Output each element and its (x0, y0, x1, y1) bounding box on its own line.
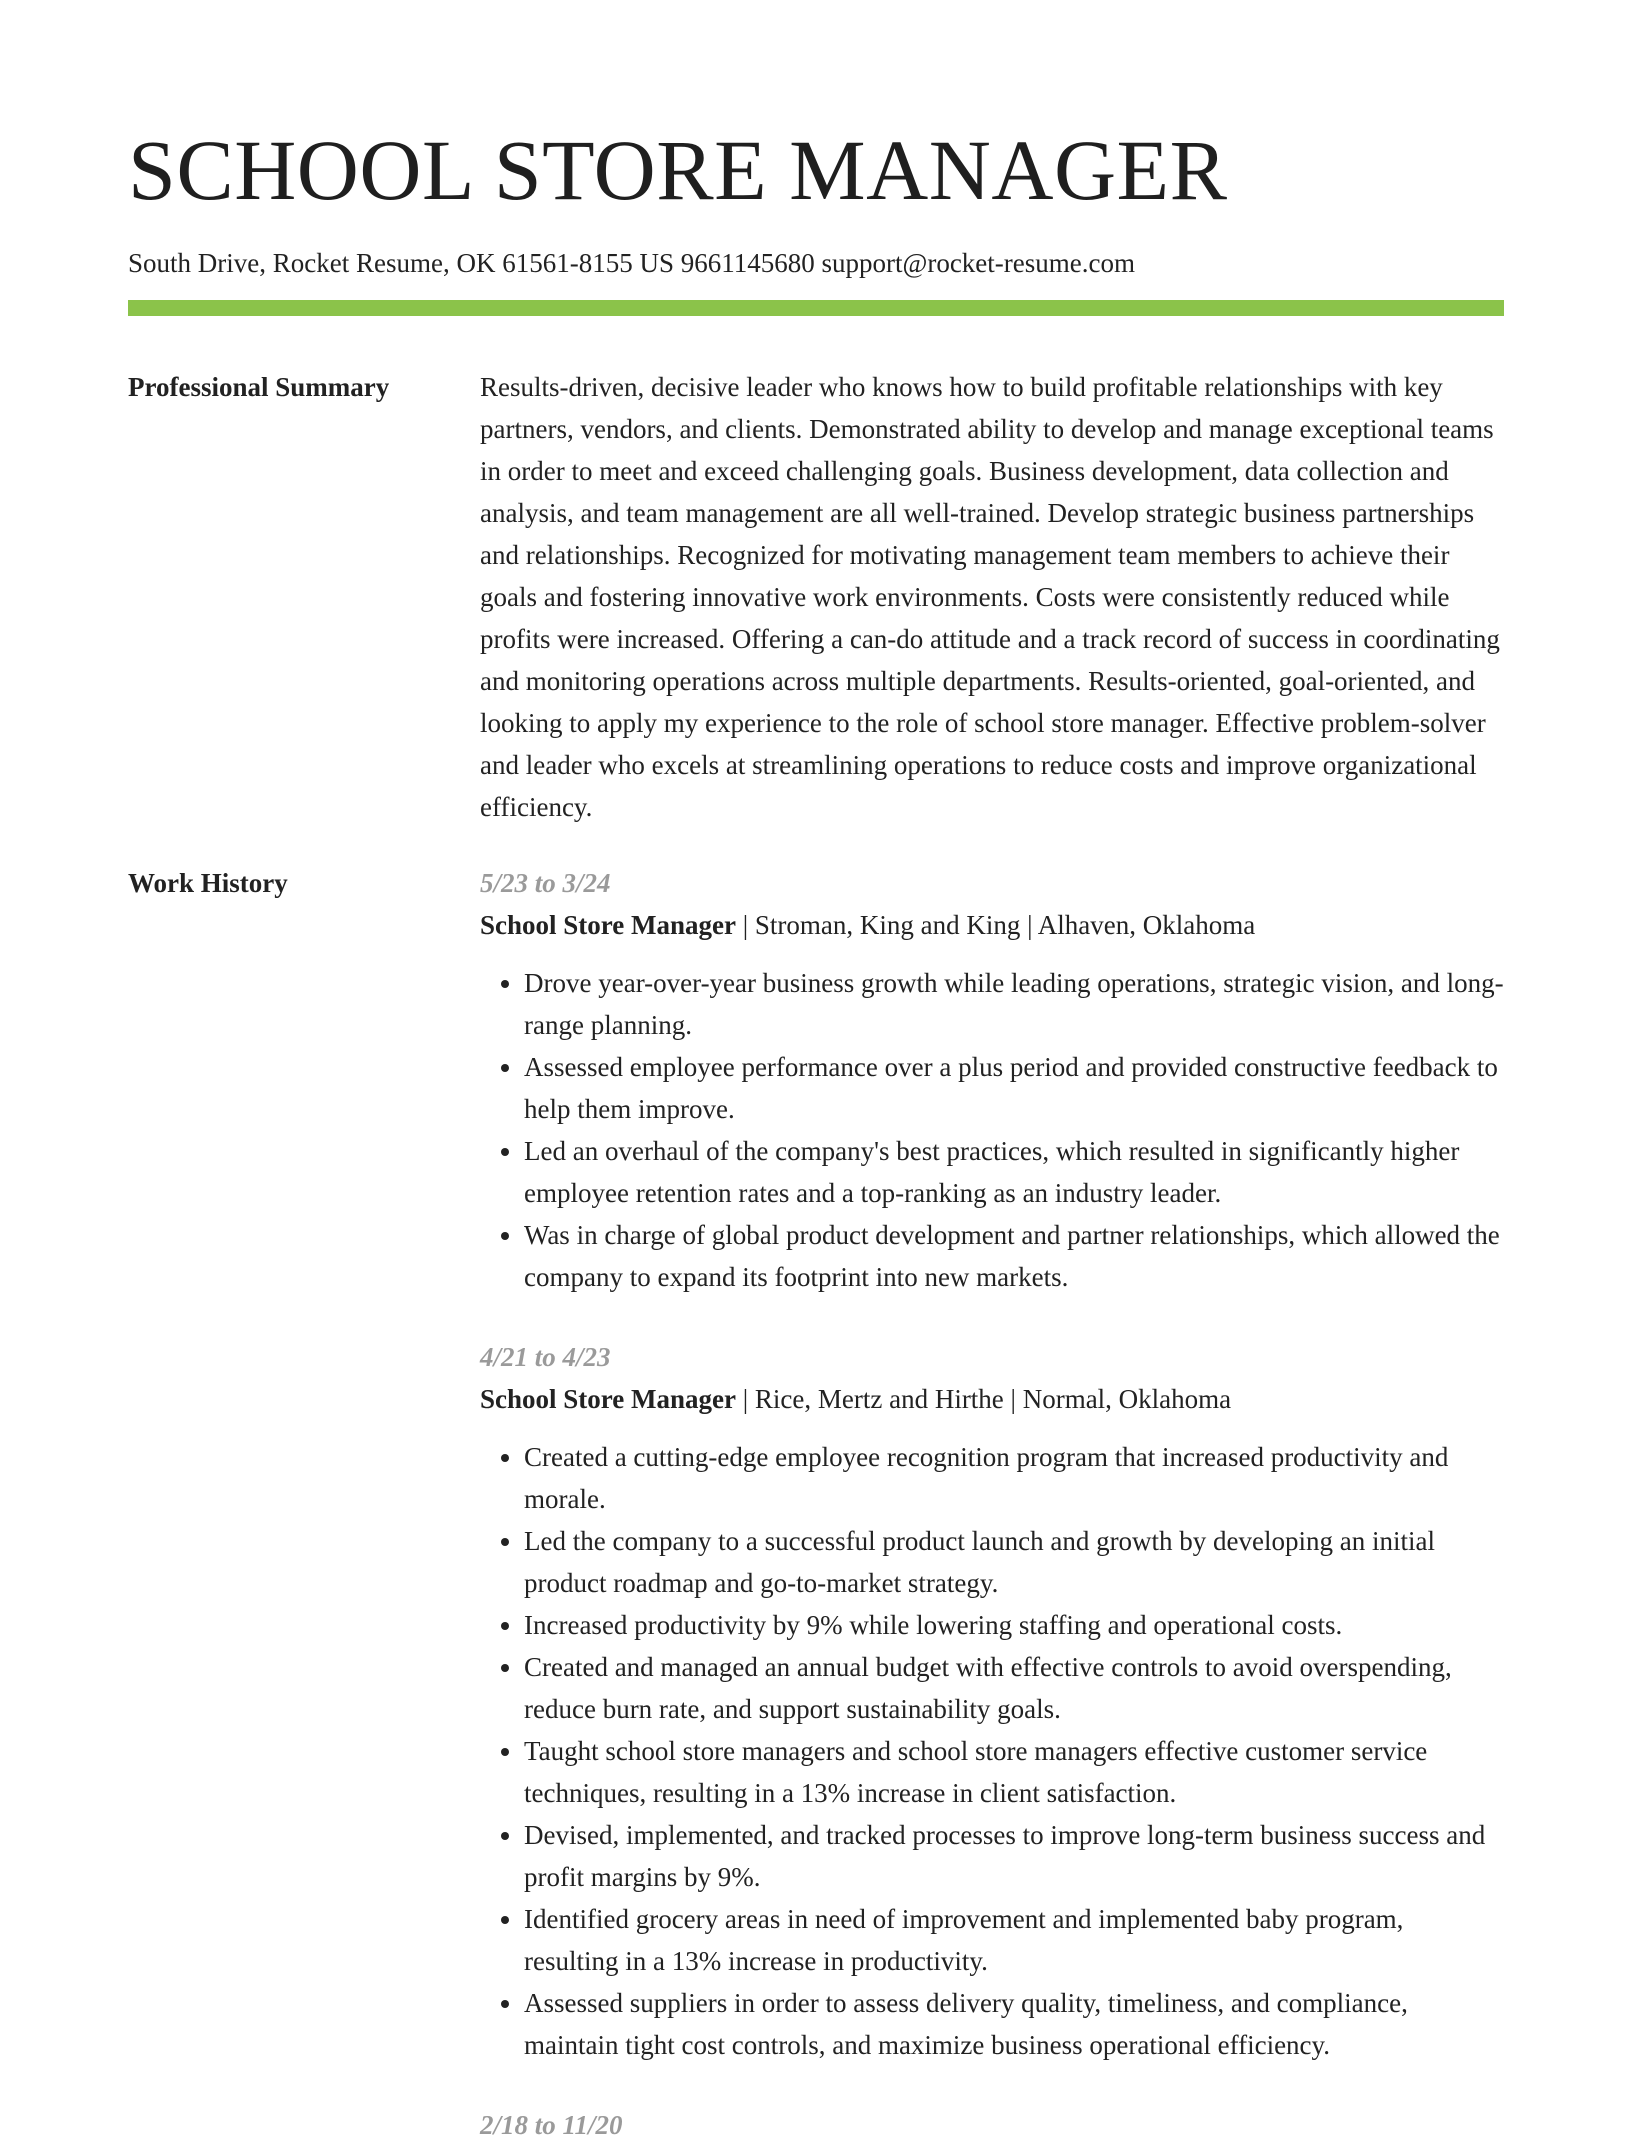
job-bullet: • Increased productivity by 9% while lowering staffing and operational costs. (524, 1604, 1504, 1646)
job-bullet: • Created and managed an annual budget with effective controls to avoid overspending, reduce burn rate, and support sustainability goals. (524, 1646, 1504, 1730)
job-role: School Store Manager (480, 1384, 736, 1414)
job-bullet: • Led the company to a successful product launch and growth by developing an initial product roadmap and go-to-market strategy. (524, 1520, 1504, 1604)
job-bullets (480, 962, 1504, 1298)
job-bullet: • Devised, implemented, and tracked processes to improve long-term business success and profit margins by 9%. (524, 1814, 1504, 1898)
job-bullet: • Led an overhaul of the company's best practices, which resulted in significantly higher employee retention rates and a top-ranking as an industry leader. (524, 1130, 1504, 1214)
job-bullet: • Was in charge of global product development and partner relationships, which allowed the company to expand its footprint into new markets. (524, 1214, 1504, 1298)
resume-page (128, 120, 1504, 2146)
job-entry (480, 2104, 1504, 2146)
work-history-list (480, 862, 1504, 2146)
job-title-line (480, 904, 1504, 946)
contact-line: South Drive, Rocket Resume, OK 61561-8155 US 9661145680 support@rocket-resume.com (128, 248, 1135, 278)
job-bullet: • Drove year-over-year business growth while leading operations, strategic vision, and long-range planning. (524, 962, 1504, 1046)
job-bullet: • Assessed suppliers in order to assess delivery quality, timeliness, and compliance, maintain tight cost controls, and maximize business operational efficiency. (524, 1982, 1504, 2066)
job-date: 2/18 to 11/20 (480, 2110, 623, 2140)
job-details: | Stroman, King and King | Alhaven, Oklahoma (735, 910, 1256, 940)
summary-text: Results-driven, decisive leader who knows how to build profitable relationships with key partners, vendors, and clients. Demonstrated ability to develop and manage exceptional teams in order to meet and exceed challenging goals. Business development, data collection and analysis, and team management are all well-trained. Develop strategic business partnerships and relationships. Recognized for motivating management team members to achieve their goals and fostering innovative work environments. Costs were consistently reduced while profits were increased. Offering a can-do attitude and a track record of success in coordinating and monitoring operations across multiple departments. Results-oriented, goal-oriented, and looking to apply my experience to the role of school store manager. Effective problem-solver and leader who excels at streamlining operations to reduce costs and improve organizational efficiency. (480, 372, 1500, 822)
job-role: School Store Manager (480, 910, 736, 940)
job-bullet: • Identified grocery areas in need of improvement and implemented baby program, resulting in a 13% increase in productivity. (524, 1898, 1504, 1982)
work-history-section (128, 862, 1504, 2146)
section-label-work-history: Work History (128, 868, 288, 898)
job-title-line (480, 1378, 1504, 1420)
job-bullet: • Created a cutting-edge employee recognition program that increased productivity and morale. (524, 1436, 1504, 1520)
job-bullet: • Assessed employee performance over a plus period and provided constructive feedback to help them improve. (524, 1046, 1504, 1130)
professional-summary-section (128, 366, 1504, 828)
job-date: 5/23 to 3/24 (480, 868, 611, 898)
job-details: | Rice, Mertz and Hirthe | Normal, Oklahoma (735, 1384, 1232, 1414)
accent-divider (128, 300, 1504, 316)
resume-title: SCHOOL STORE MANAGER (128, 122, 1228, 218)
job-date: 4/21 to 4/23 (480, 1342, 611, 1372)
job-bullet: • Taught school store managers and school store managers effective customer service techniques, resulting in a 13% increase in client satisfaction. (524, 1730, 1504, 1814)
job-bullets (480, 1436, 1504, 2066)
job-entry (480, 862, 1504, 1298)
section-label-summary: Professional Summary (128, 372, 390, 402)
job-entry (480, 1336, 1504, 2066)
